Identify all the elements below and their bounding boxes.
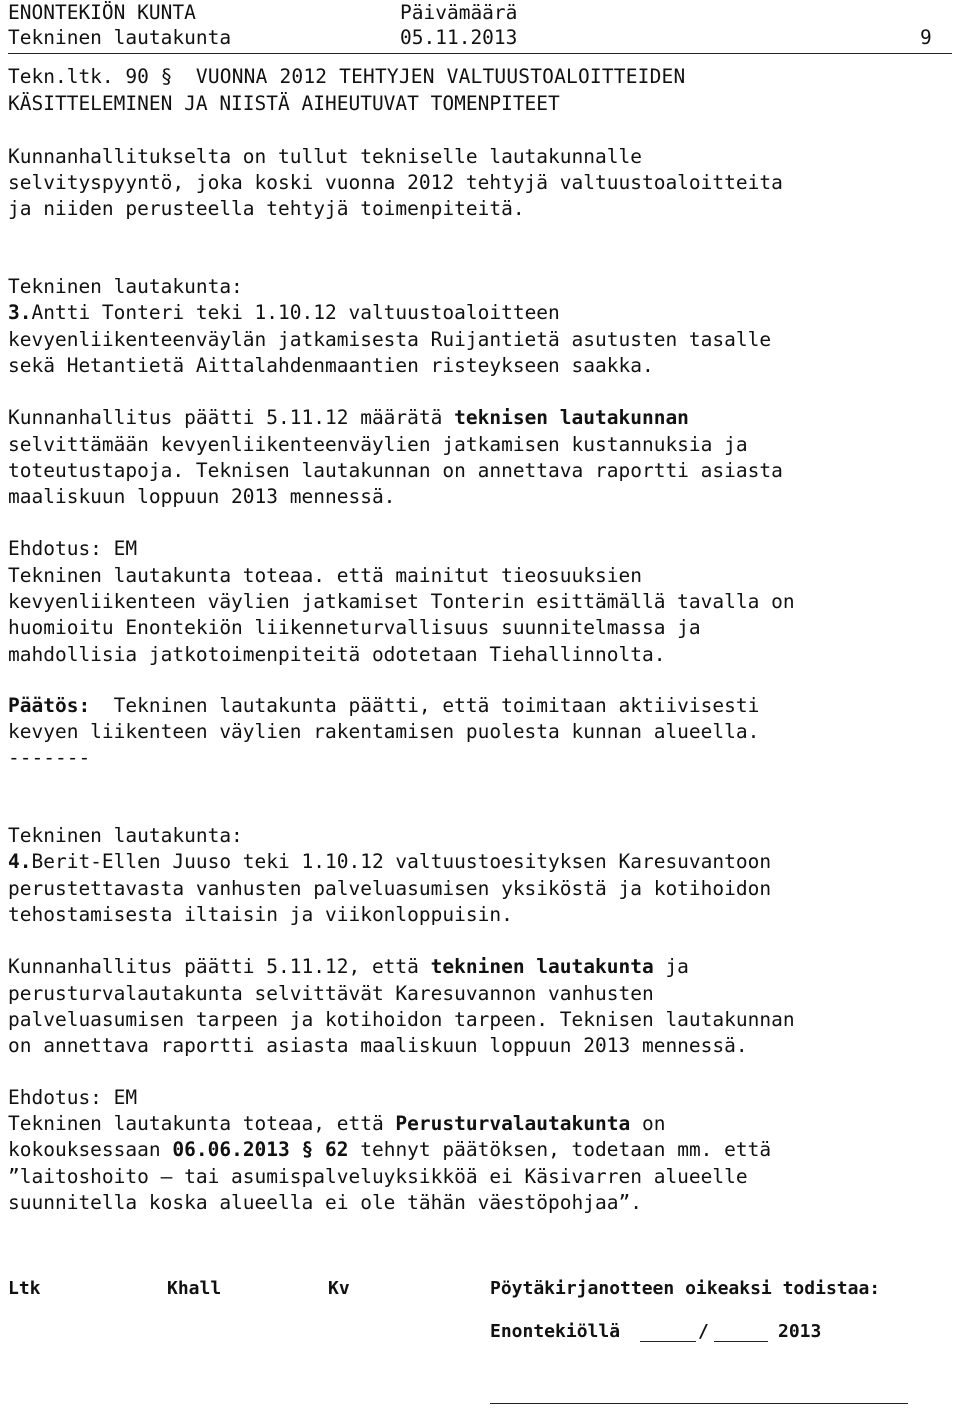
item3-kh-bold: teknisen lautakunnan xyxy=(454,406,689,429)
item4-p1-post: on xyxy=(630,1112,666,1135)
footer-kv: Kv xyxy=(328,1278,350,1299)
date-label: Päivämäärä xyxy=(400,1,518,24)
separator-dashes: ------- xyxy=(8,746,91,769)
item4-line: perustettavasta vanhusten palveluasumisen yksiköstä ja kotihoidon xyxy=(8,877,772,900)
decision-text: Tekninen lautakunta päätti, että toimitaan aktiivisesti xyxy=(90,694,760,717)
item3-heading: Tekninen lautakunta: xyxy=(8,275,243,298)
footer-slash: / xyxy=(698,1321,709,1342)
item4-kh-line xyxy=(8,954,689,980)
day-blank xyxy=(640,1321,696,1342)
item4-p2-text: kokouksessaan xyxy=(8,1138,173,1161)
footer-certify: Pöytäkirjanotteen oikeaksi todistaa: xyxy=(490,1278,881,1299)
item4-text: Berit-Ellen Juuso teki 1.10.12 valtuustoesityksen Karesuvantoon xyxy=(31,850,772,873)
item3-proposal-line: huomioitu Enontekiön liikenneturvallisuus suunnitelmassa ja xyxy=(8,616,701,639)
item3-proposal-line: kevyenliikenteen väylien jatkamiset Tonterin esittämällä tavalla on xyxy=(8,590,795,613)
intro-line: selvityspyyntö, joka koski vuonna 2012 tehtyjä valtuustoaloitteita xyxy=(8,171,783,194)
paragraph-symbol: § xyxy=(160,65,173,88)
committee-name: Tekninen lautakunta xyxy=(8,26,232,49)
item4-kh-line: palveluasumisen tarpeen ja kotihoidon tarpeen. Teknisen lautakunnan xyxy=(8,1008,795,1031)
month-blank xyxy=(714,1321,768,1342)
item4-kh-bold: tekninen lautakunta xyxy=(430,955,654,978)
item4-proposal-line xyxy=(8,1137,771,1163)
item4-kh-text: Kunnanhallitus päätti 5.11.12, että xyxy=(8,955,431,978)
item4-p2-bold: 06.06.2013 § 62 xyxy=(172,1138,349,1161)
item3-kh-line: toteutustapoja. Teknisen lautakunnan on annettava raportti asiasta xyxy=(8,459,783,482)
intro-line: Kunnanhallitukselta on tullut tekniselle lautakunnalle xyxy=(8,145,642,168)
section-number: 90 xyxy=(125,65,149,88)
intro-line: ja niiden perusteella tehtyjä toimenpiteitä. xyxy=(8,197,525,220)
page-number: 9 xyxy=(920,26,932,49)
item4-proposal-line: ”laitoshoito – tai asumispalveluyksikköä ei Käsivarren alueelle xyxy=(8,1165,748,1188)
section-title-line1 xyxy=(8,64,685,90)
item4-line xyxy=(8,849,771,875)
item3-kh-text: Kunnanhallitus päätti 5.11.12 määrätä xyxy=(8,406,455,429)
org-name: ENONTEKIÖN KUNTA xyxy=(8,1,196,24)
item4-line: tehostamisesta iltaisin ja viikonloppuisin. xyxy=(8,903,513,926)
section-title: VUONNA 2012 TEHTYJEN VALTUUSTOALOITTEIDEN xyxy=(195,65,686,88)
item4-p1-bold: Perusturvalautakunta xyxy=(395,1112,631,1135)
item4-kh-post: ja xyxy=(653,955,689,978)
footer-place: Enontekiöllä xyxy=(490,1321,621,1342)
item4-proposal-line: suunnitella koska alueella ei ole tähän väestöpohjaa”. xyxy=(8,1191,642,1214)
item3-kh-line: selvittämään kevyenliikenteenväylien jatkamisen kustannuksia ja xyxy=(8,433,748,456)
item3-number: 3. xyxy=(8,301,32,324)
decision-label: Päätös: xyxy=(8,694,91,717)
signature-line xyxy=(490,1403,908,1404)
section-ref: Tekn.ltk. xyxy=(8,65,114,88)
item3-kh-line: maaliskuun loppuun 2013 mennessä. xyxy=(8,485,396,508)
item4-proposal-line xyxy=(8,1111,665,1137)
meeting-date: 05.11.2013 xyxy=(400,26,518,49)
item4-proposal-label: Ehdotus: EM xyxy=(8,1086,138,1109)
item3-decision-line xyxy=(8,693,759,719)
item3-line: sekä Hetantietä Aittalahdenmaantien risteykseen saakka. xyxy=(8,354,654,377)
item4-kh-line: perusturvalautakunta selvittävät Karesuvannon vanhusten xyxy=(8,982,654,1005)
footer-khall: Khall xyxy=(167,1278,222,1299)
item3-proposal-label: Ehdotus: EM xyxy=(8,537,138,560)
footer-ltk: Ltk xyxy=(8,1278,41,1299)
item4-p2-post: tehnyt päätöksen, todetaan mm. että xyxy=(348,1138,772,1161)
item3-proposal-line: Tekninen lautakunta toteaa. että mainitut tieosuuksien xyxy=(8,564,642,587)
item3-decision-line: kevyen liikenteen väylien rakentamisen puolesta kunnan alueella. xyxy=(8,720,760,743)
header-divider xyxy=(8,53,952,54)
section-title-line2: KÄSITTELEMINEN JA NIISTÄ AIHEUTUVAT TOMENPITEET xyxy=(8,92,560,115)
item4-p1-text: Tekninen lautakunta toteaa, että xyxy=(8,1112,396,1135)
item4-number: 4. xyxy=(8,850,32,873)
item3-text: Antti Tonteri teki 1.10.12 valtuustoaloitteen xyxy=(31,301,560,324)
item4-kh-line: on annettava raportti asiasta maaliskuun loppuun 2013 mennessä. xyxy=(8,1034,748,1057)
item3-kh-line xyxy=(8,405,689,431)
item4-heading: Tekninen lautakunta: xyxy=(8,824,243,847)
footer-year: 2013 xyxy=(778,1321,822,1342)
item3-line: kevyenliikenteenväylän jatkamisesta Ruijantietä asutusten tasalle xyxy=(8,328,772,351)
item3-proposal-line: mahdollisia jatkotoimenpiteitä odotetaan Tiehallinnolta. xyxy=(8,643,666,666)
item3-line xyxy=(8,300,560,326)
